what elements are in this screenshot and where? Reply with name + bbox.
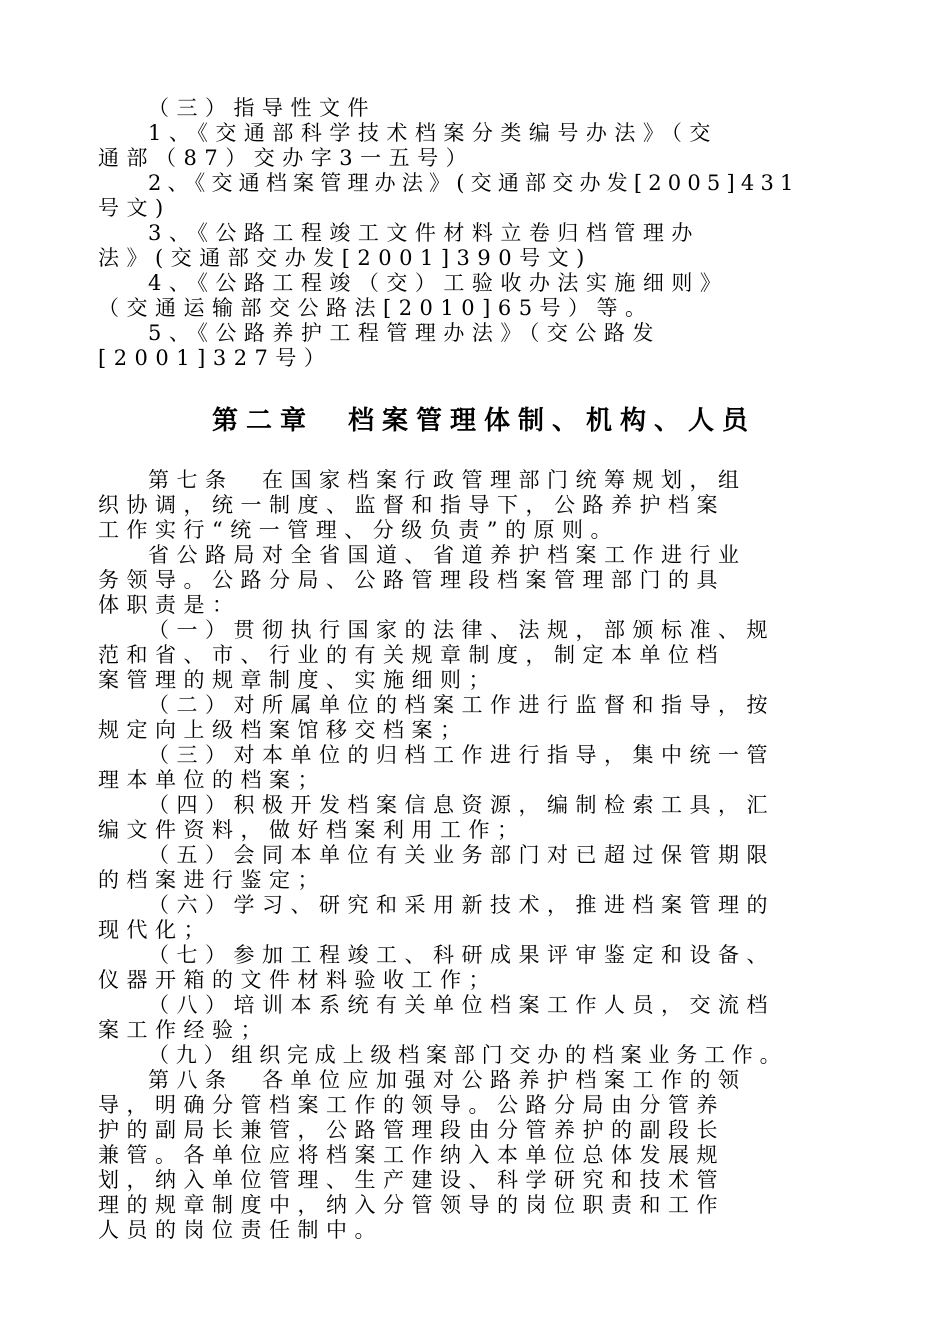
duty-7-line-1: （七）参加工程竣工、科研成果评审鉴定和设备、	[148, 943, 775, 967]
article-7-line-3: 工作实行“统一管理、分级负责”的原则。	[98, 518, 619, 542]
doc-2-line-1: 2、《交通档案管理办法》(交通部交办发[2005]431	[148, 171, 800, 195]
duty-3-line-1: （三）对本单位的归档工作进行指导，集中统一管	[148, 743, 775, 767]
duty-1-line-3: 案管理的规章制度、实施细则；	[98, 668, 497, 692]
article-8-line-6: 理的规章制度中，纳入分管领导的岗位职责和工作	[98, 1193, 725, 1217]
section-heading: （三）指导性文件	[148, 96, 376, 120]
duty-3-line-2: 理本单位的档案；	[98, 768, 326, 792]
doc-1-line-2: 通部（87）交办字3一五号）	[98, 146, 475, 170]
duty-4-line-2: 编文件资料，做好档案利用工作；	[98, 818, 526, 842]
article-8-line-5: 划，纳入单位管理、生产建设、科学研究和技术管	[98, 1168, 725, 1192]
duties-intro-line-3: 体职责是：	[98, 593, 241, 617]
doc-4-line-2: （交通运输部交公路法[2010]65号）等。	[98, 296, 654, 320]
duties-intro-line-2: 务领导。公路分局、公路管理段档案管理部门的具	[98, 568, 725, 592]
duty-5-line-2: 的档案进行鉴定；	[98, 868, 326, 892]
doc-3-line-1: 3、《公路工程竣工文件材料立卷归档管理办	[148, 221, 700, 245]
article-8-line-3: 护的副局长兼管，公路管理段由分管养护的副段长	[98, 1118, 725, 1142]
article-7-line-2: 织协调，统一制度、监督和指导下，公路养护档案	[98, 493, 725, 517]
article-8-line-2: 导，明确分管档案工作的领导。公路分局由分管养	[98, 1093, 725, 1117]
article-8-line-7: 人员的岗位责任制中。	[98, 1218, 383, 1242]
duty-1-line-1: （一）贯彻执行国家的法律、法规，部颁标准、规	[148, 618, 775, 642]
duty-5-line-1: （五）会同本单位有关业务部门对已超过保管期限	[148, 843, 775, 867]
duty-4-line-1: （四）积极开发档案信息资源，编制检索工具，汇	[148, 793, 775, 817]
doc-2-line-2: 号文)	[98, 196, 171, 220]
doc-4-line-1: 4、《公路工程竣（交）工验收办法实施细则》	[148, 271, 729, 295]
doc-1-line-1: 1、《交通部科学技术档案分类编号办法》（交	[148, 121, 718, 145]
article-8-line-4: 兼管。各单位应将档案工作纳入本单位总体发展规	[98, 1143, 725, 1167]
duty-2-line-1: （二）对所属单位的档案工作进行监督和指导，按	[148, 693, 775, 717]
chapter-title: 第二章 档案管理体制、机构、人员	[211, 406, 756, 436]
duty-1-line-2: 范和省、市、行业的有关规章制度，制定本单位档	[98, 643, 725, 667]
duty-8-line-1: （八）培训本系统有关单位档案工作人员，交流档	[148, 993, 775, 1017]
doc-5-line-2: [2001]327号）	[98, 346, 333, 370]
article-8-line-1: 第八条 各单位应加强对公路养护档案工作的领	[148, 1068, 747, 1092]
duty-2-line-2: 规定向上级档案馆移交档案；	[98, 718, 469, 742]
duties-intro-line-1: 省公路局对全省国道、省道养护档案工作进行业	[148, 543, 747, 567]
duty-6-line-1: （六）学习、研究和采用新技术，推进档案管理的	[148, 893, 775, 917]
document-page	[98, 96, 858, 1243]
article-7-line-1: 第七条 在国家档案行政管理部门统筹规划，组	[148, 468, 747, 492]
duty-9-line-1: （九）组织完成上级档案部门交办的档案业务工作。	[148, 1043, 788, 1067]
duty-7-line-2: 仪器开箱的文件材料验收工作；	[98, 968, 497, 992]
doc-5-line-1: 5、《公路养护工程管理办法》（交公路发	[148, 321, 661, 345]
duty-6-line-2: 现代化；	[98, 918, 212, 942]
duty-8-line-2: 案工作经验；	[98, 1018, 269, 1042]
doc-3-line-2: 法》(交通部交办发[2001]390号文)	[98, 246, 592, 270]
